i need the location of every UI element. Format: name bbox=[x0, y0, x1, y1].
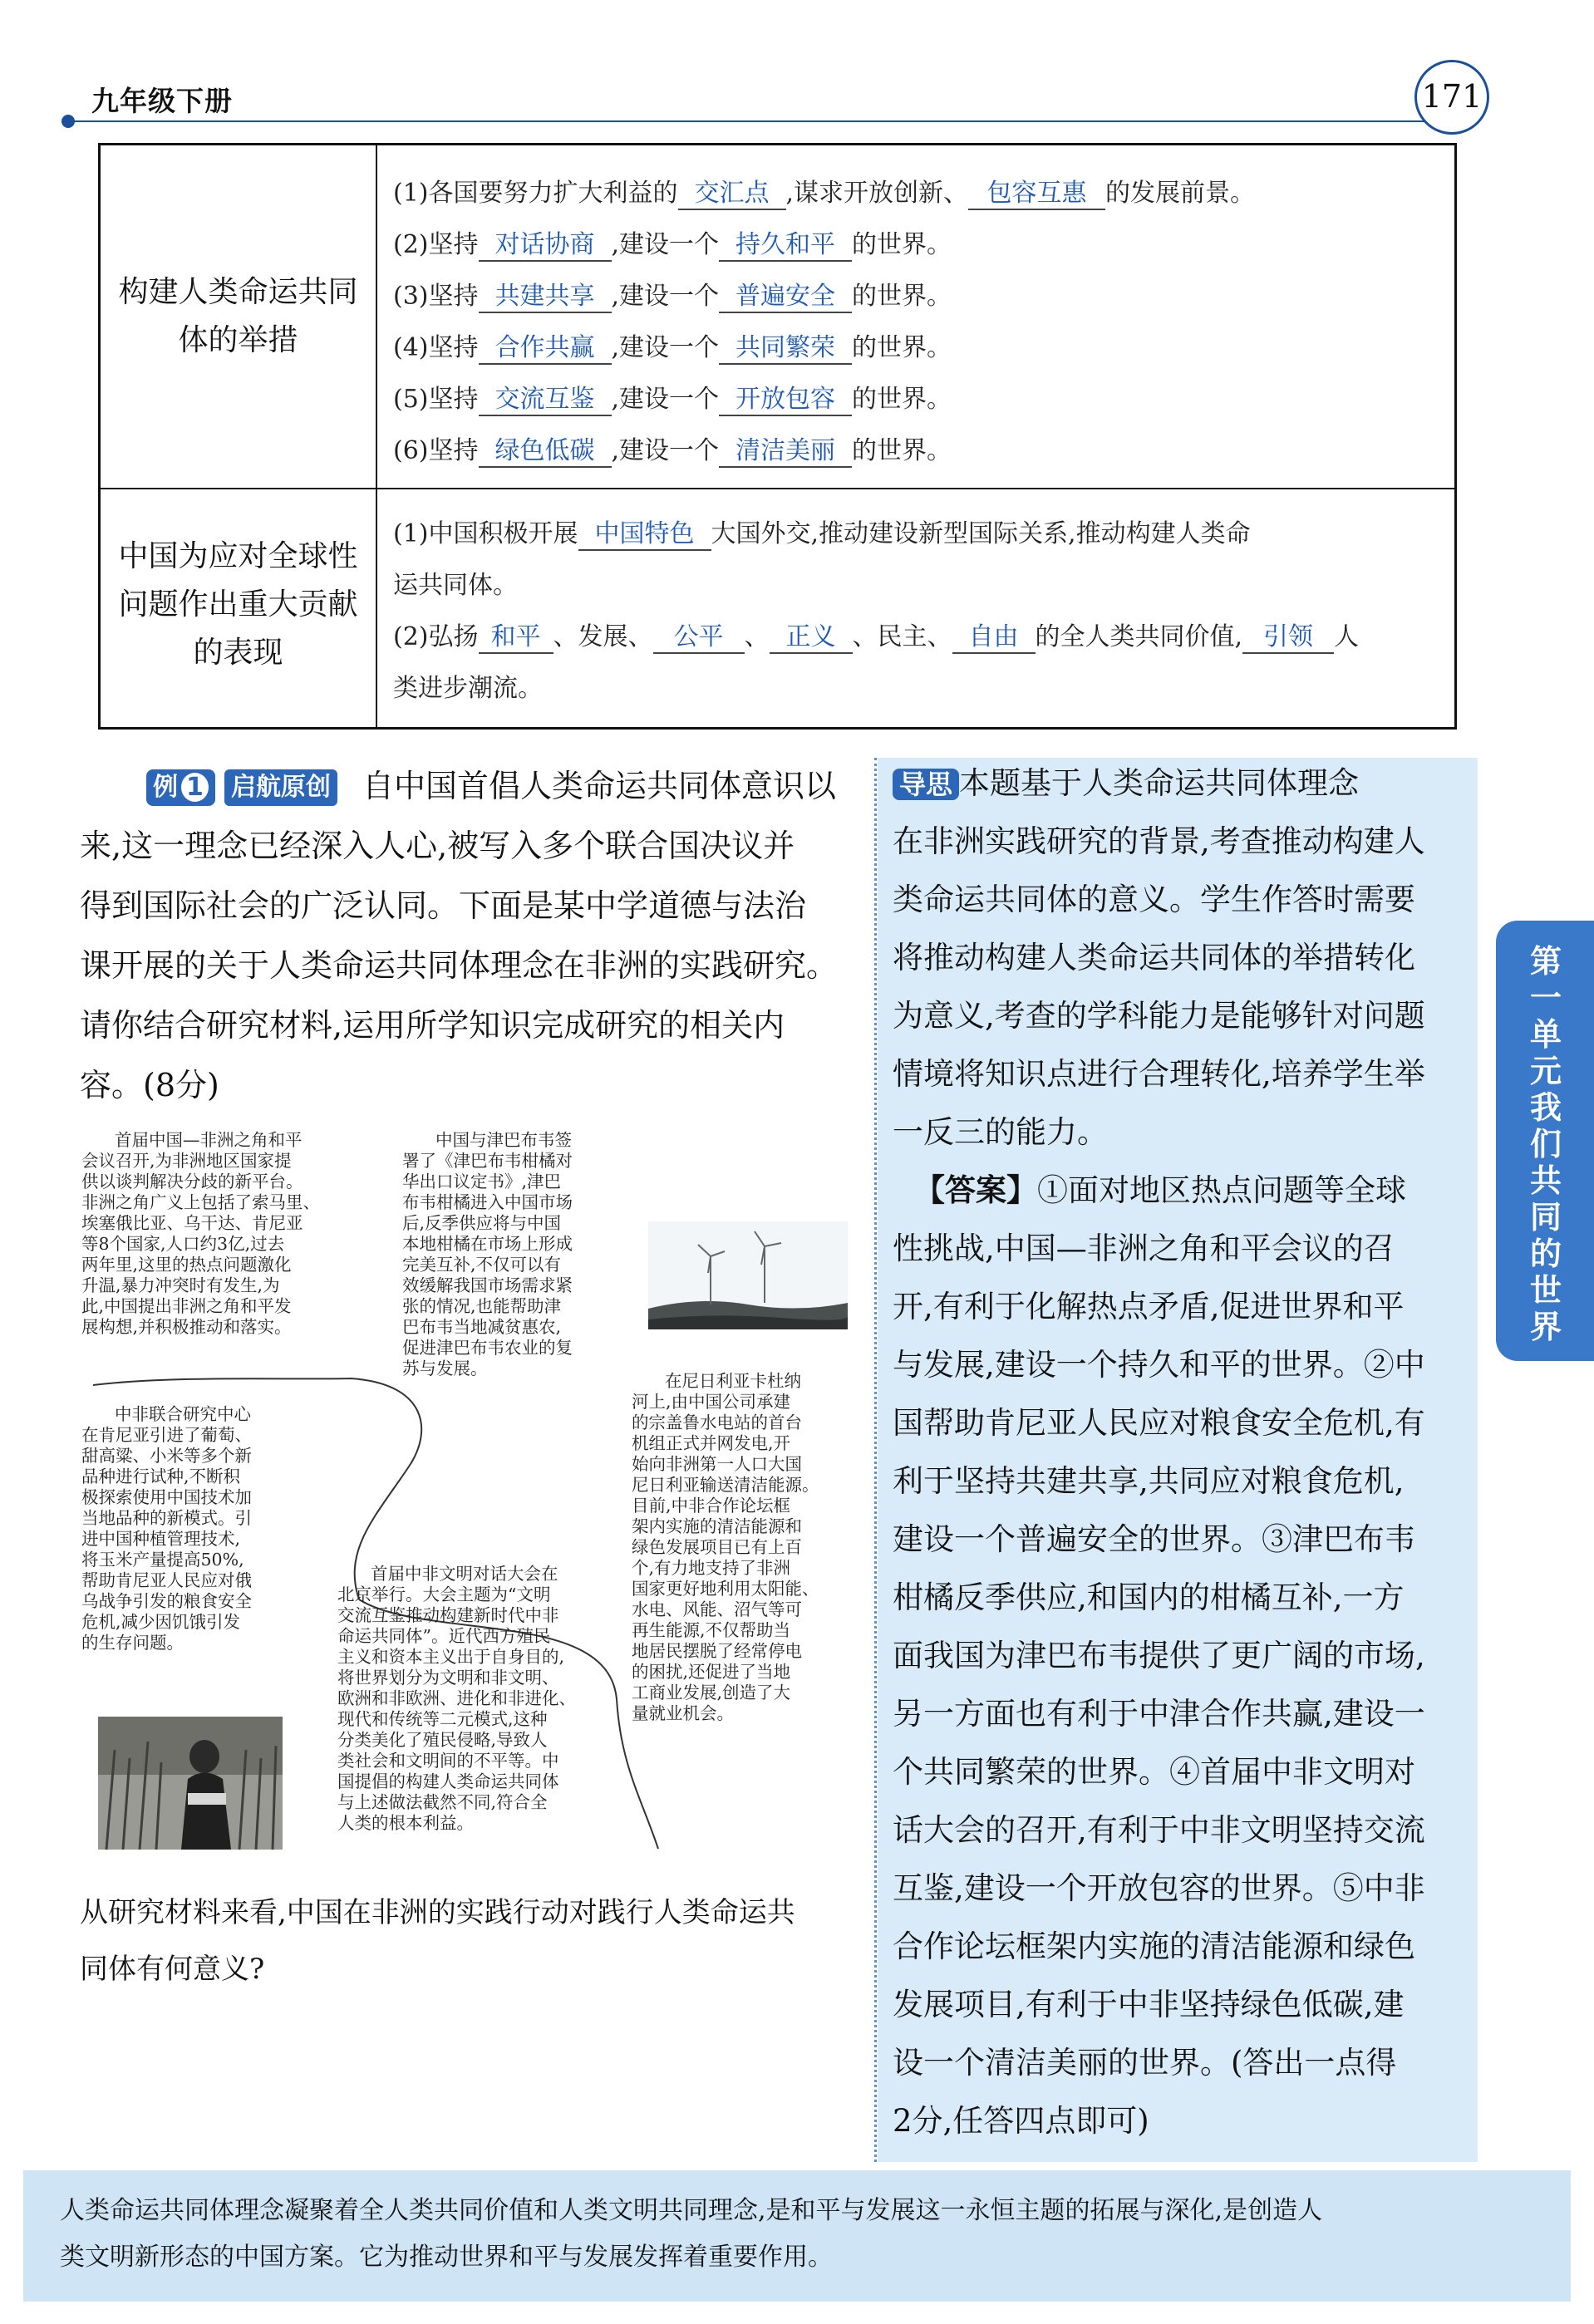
measure-line: (2)坚持 对话协商 ,建设一个 持久和平 的世界。 bbox=[393, 224, 952, 262]
fill-blank: 绿色低碳 bbox=[479, 430, 612, 468]
header-rule bbox=[68, 120, 1456, 122]
question-text: 请你结合研究材料,运用所学知识完成研究的相关内 bbox=[80, 1007, 785, 1044]
heading-line: 构建人类命运共同 bbox=[118, 275, 358, 309]
question-text: 课开展的关于人类命运共同体理念在非洲的实践研究。 bbox=[80, 947, 839, 984]
answer-line: 2分,任答四点即可) bbox=[893, 2103, 1149, 2139]
measure-line: (6)坚持 绿色低碳 ,建设一个 清洁美丽 的世界。 bbox=[393, 430, 952, 468]
heading-line: 的表现 bbox=[193, 636, 283, 670]
header-dot bbox=[61, 115, 75, 128]
answer-line: 设一个清洁美丽的世界。(答出一点得 bbox=[893, 2045, 1397, 2081]
measure-line: (3)坚持 共建共享 ,建设一个 普遍安全 的世界。 bbox=[393, 275, 952, 313]
answer-line: 话大会的召开,有利于中非文明坚持交流 bbox=[893, 1812, 1425, 1848]
heading-line: 体的举措 bbox=[178, 323, 298, 357]
material-nigeria-hydropower: 在尼日利亚卡杜纳 河上,由中国公司承建 的宗盖鲁水电站的首台 机组正式并网发电,开 始向非洲第一人口大国 尼日利亚输送清洁能源。 目前,中非合作论坛框 架内实施的清洁能源和 绿色发展项目已有上百 个,有力地支持了非洲 国家更好地利用太阳能、 水电、风能、沼气等可 再生能源,不仅帮助当 地居民摆脱了经常停电 的困扰,还促进了当地 工商业发展,创造了大 量就业机会。 bbox=[632, 1371, 819, 1723]
answer-line: 面我国为津巴布韦提供了更广阔的市场, bbox=[893, 1638, 1425, 1673]
panel-dotted-border bbox=[874, 758, 878, 2162]
answer-line: 建设一个普遍安全的世界。③津巴布韦 bbox=[893, 1521, 1415, 1557]
example-badge: 例 1 bbox=[146, 769, 215, 806]
fill-blank: 自由 bbox=[952, 616, 1036, 654]
fill-blank: 共建共享 bbox=[479, 275, 612, 313]
fill-blank: 引领 bbox=[1242, 616, 1334, 654]
material-horn-of-africa: 首届中国—非洲之角和平 会议召开,为非洲地区国家提 供以谈判解决分歧的新平台。 非洲之角广义上包括了索马里、 埃塞俄比亚、乌干达、肯尼亚 等8个国家,人口约3亿,过去 两年里,这里的热点问题激化 升温,暴力冲突时有发生,为 此,中国提出非洲之角和平发 展构想,并积极推动和落实。 bbox=[81, 1130, 320, 1337]
answer-line: 另一方面也有利于中津合作共赢,建设一 bbox=[893, 1696, 1425, 1732]
crop-field-photo bbox=[98, 1717, 283, 1850]
contribution-line: 运共同体。 bbox=[393, 571, 518, 600]
page-number: 171 bbox=[1414, 60, 1489, 135]
chapter-tab-label: 第一单元 我们共同的世界 bbox=[1529, 943, 1562, 1345]
measure-line: (4)坚持 合作共赢 ,建设一个 共同繁荣 的世界。 bbox=[393, 327, 952, 365]
heading-line: 中国为应对全球性 bbox=[118, 539, 358, 573]
heading-line: 问题作出重大贡献 bbox=[118, 587, 358, 622]
summary-line: 类文明新形态的中国方案。它为推动世界和平与发展发挥着重要作用。 bbox=[60, 2243, 833, 2272]
answer-label: 【答案】 bbox=[914, 1172, 1037, 1208]
source-badge: 启航原创 bbox=[224, 769, 337, 806]
fill-blank: 对话协商 bbox=[479, 224, 612, 262]
fill-blank: 持久和平 bbox=[719, 224, 852, 262]
guide-badge: 导思 bbox=[893, 769, 959, 800]
guide-line: 情境将知识点进行合理转化,培养学生举 bbox=[893, 1056, 1425, 1092]
answer-line: 合作论坛框架内实施的清洁能源和绿色 bbox=[893, 1928, 1415, 1964]
question-prompt: 从研究材料来看,中国在非洲的实践行动对践行人类命运共 bbox=[80, 1896, 795, 1929]
fill-blank: 和平 bbox=[479, 616, 553, 654]
measure-line: (5)坚持 交流互鉴 ,建设一个 开放包容 的世界。 bbox=[393, 378, 952, 416]
question-text: 得到国际社会的广泛认同。下面是某中学道德与法治 bbox=[80, 887, 807, 924]
table-row-contributions bbox=[101, 489, 1454, 727]
question-text: 容。(8分) bbox=[80, 1067, 219, 1103]
answer-line: 互鉴,建设一个开放包容的世界。⑤中非 bbox=[893, 1870, 1425, 1906]
fill-blank: 普遍安全 bbox=[719, 275, 852, 313]
guide-line: 一反三的能力。 bbox=[893, 1114, 1108, 1150]
answer-line: 国帮助肯尼亚人民应对粮食安全危机,有 bbox=[893, 1405, 1425, 1441]
answer-line: 开,有利于化解热点矛盾,促进世界和平 bbox=[893, 1289, 1405, 1324]
guide-line: 类命运共同体的意义。学生作答时需要 bbox=[893, 882, 1415, 917]
material-kenya-crops: 中非联合研究中心 在肯尼亚引进了葡萄、 甜高粱、小米等多个新 品种进行试种,不断积 极探索使用中国技术加 当地品种的新模式。引 进中国种植管理技术, 将玉米产量提高50%, 帮助肯尼亚人民应对俄 乌战争引发的粮食安全 危机,减少因饥饿引发 的生存问题。 bbox=[81, 1404, 252, 1653]
summary-line: 人类命运共同体理念凝聚着全人类共同价值和人类文明共同理念,是和平与发展这一永恒主题的拓展与深化,是创造人 bbox=[60, 2196, 1323, 2225]
measure-line: (1)各国要努力扩大利益的 交汇点 ,谋求开放创新、 包容互惠 的发展前景。 bbox=[393, 172, 1255, 210]
question-prompt: 同体有何意义? bbox=[80, 1953, 265, 1986]
fill-blank: 清洁美丽 bbox=[719, 430, 852, 468]
row-heading bbox=[101, 533, 376, 677]
fill-blank: 交流互鉴 bbox=[479, 378, 612, 416]
answer-line: 与发展,建设一个持久和平的世界。②中 bbox=[893, 1347, 1425, 1383]
fill-blank: 合作共赢 bbox=[479, 327, 612, 365]
fill-blank: 正义 bbox=[770, 616, 853, 654]
answer-line: 发展项目,有利于中非坚持绿色低碳,建 bbox=[893, 1987, 1405, 2022]
guide-line: 导思 本题基于人类命运共同体理念 bbox=[893, 754, 1359, 813]
guide-line: 为意义,考查的学科能力是能够针对问题 bbox=[893, 998, 1425, 1034]
guide-line: 在非洲实践研究的背景,考查推动构建人 bbox=[893, 823, 1425, 859]
fill-blank: 共同繁荣 bbox=[719, 327, 852, 365]
answer-line: 性挑战,中国—非洲之角和平会议的召 bbox=[893, 1231, 1395, 1266]
answer-line: 个共同繁荣的世界。④首届中非文明对 bbox=[893, 1754, 1415, 1790]
fill-blank: 交汇点 bbox=[678, 172, 786, 210]
knowledge-table bbox=[98, 143, 1457, 730]
answer-line: 【答案】①面对地区热点问题等全球 bbox=[914, 1172, 1406, 1208]
answer-line: 利于坚持共建共享,共同应对粮食危机, bbox=[893, 1463, 1405, 1499]
question-text: 自中国首倡人类命运共同体意识以 bbox=[362, 768, 837, 804]
book-title: 九年级下册 bbox=[91, 85, 233, 117]
contribution-line: (2)弘扬 和平 、发展、 公平 、 正义 、民主、 自由 的全人类共同价值, 引领 人 bbox=[393, 616, 1359, 654]
contribution-line: 类进步潮流。 bbox=[393, 674, 543, 703]
fill-blank: 包容互惠 bbox=[968, 172, 1105, 210]
question-text: 来,这一理念已经深入人心,被写入多个联合国决议并 bbox=[80, 828, 795, 864]
wind-turbine-photo bbox=[648, 1221, 848, 1329]
fill-blank: 中国特色 bbox=[578, 513, 711, 551]
fill-blank: 开放包容 bbox=[719, 378, 852, 416]
table-row-measures bbox=[101, 145, 1454, 489]
material-zimbabwe-citrus: 中国与津巴布韦签 署了《津巴布韦柑橘对 华出口议定书》,津巴 布韦柑橘进入中国市场 后,反季供应将与中国 本地柑橘在市场上形成 完美互补,不仅可以有 效缓解我国市场需求紧 张的情况,也能帮助津 巴布韦当地减贫惠农, 促进津巴布韦农业的复 苏与发展。 bbox=[402, 1130, 573, 1378]
guide-line: 将推动构建人类命运共同体的举措转化 bbox=[893, 940, 1415, 975]
fill-blank: 公平 bbox=[653, 616, 745, 654]
answer-line: 柑橘反季供应,和国内的柑橘互补,一方 bbox=[893, 1580, 1405, 1615]
material-civilization-dialogue: 首届中非文明对话大会在 北京举行。大会主题为“文明 交流互鉴推动构建新时代中非 命运共同体”。近代西方殖民 主义和资本主义出于自身目的, 将世界划分为文明和非文明、 欧洲和非欧洲、进化和非进化、 现代和传统等二元模式,这种 分类美化了殖民侵略,导致人 类社会和文明间的不平等。中 国提倡的构建人类命运共同体 与上述做法截然不同,符合全 人类的根本利益。 bbox=[337, 1564, 576, 1833]
row-heading bbox=[101, 268, 376, 365]
contribution-line: (1)中国积极开展 中国特色 大国外交,推动建设新型国际关系,推动构建人类命 bbox=[393, 513, 1251, 551]
